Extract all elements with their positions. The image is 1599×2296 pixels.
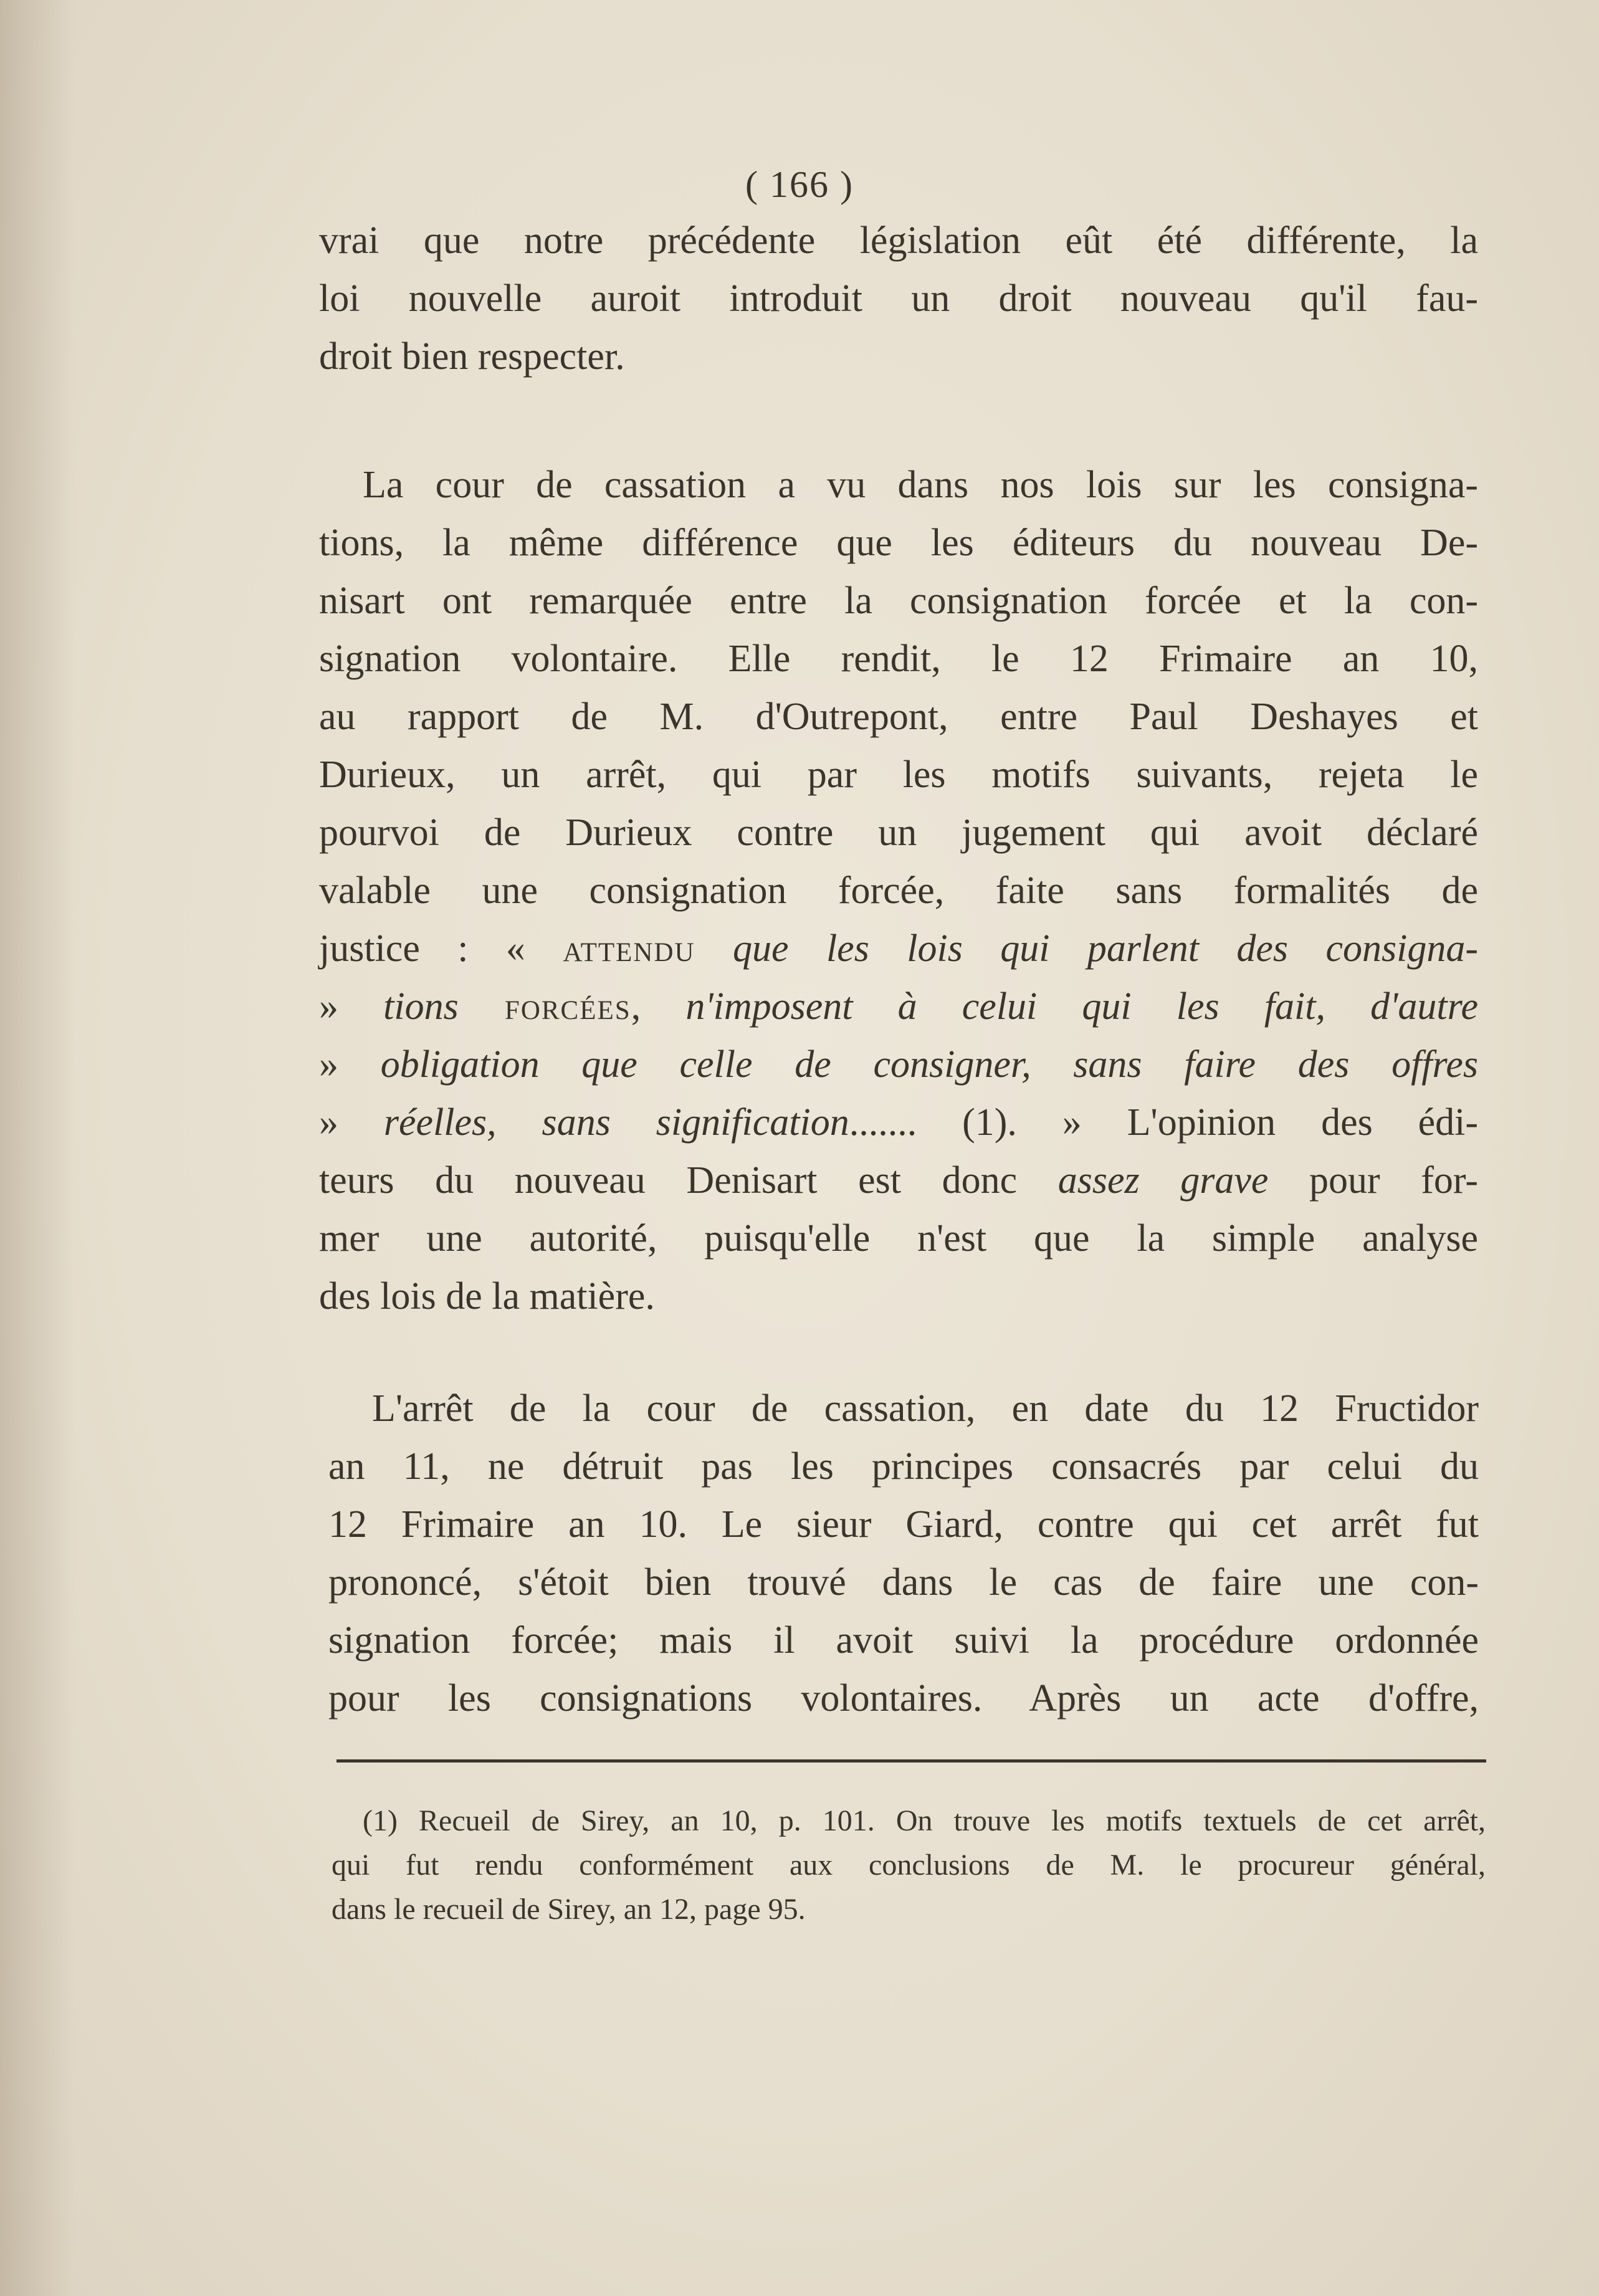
- text-line: L'arrêt de la cour de cassation, en date du 12 Fructidor: [372, 1387, 1479, 1430]
- text-line: au rapport de M. d'Outrepont, entre Paul Deshayes et: [319, 696, 1478, 738]
- text-run: teurs du nouveau Denisart est donc: [319, 1159, 1058, 1202]
- text-run: »: [319, 1101, 384, 1144]
- text-run-small-caps: forcées: [458, 985, 631, 1028]
- text-run-italic: réelles, sans signification: [383, 1101, 849, 1144]
- text-line: signation volontaire. Elle rendit, le 12 Frimaire an 10,: [319, 638, 1478, 680]
- text-line: Durieux, un arrêt, qui par les motifs suivants, rejeta le: [319, 753, 1478, 796]
- text-line: pourvoi de Durieux contre un jugement qui avoit déclaré: [319, 811, 1478, 854]
- text-line-quote: [319, 978, 1478, 1036]
- footnote-line: qui fut rendu conformément aux conclusions de M. le procureur général,: [332, 1849, 1486, 1882]
- text-line: pour les consignations volontaires. Après un acte d'offre,: [328, 1677, 1479, 1720]
- text-run-italic: obligation que celle de consigner, sans faire des offres: [380, 1043, 1479, 1086]
- text-line: loi nouvelle auroit introduit un droit nouveau qu'il fau-: [319, 277, 1478, 320]
- spine-shadow: [0, 0, 75, 2296]
- text-run: ,: [631, 985, 686, 1028]
- text-run-italic: n'imposent à celui qui les fait, d'autre: [685, 985, 1478, 1028]
- text-run: »: [319, 1043, 381, 1086]
- text-run: justice : «: [319, 927, 563, 970]
- paragraph-3: [328, 1380, 1479, 1728]
- text-run-small-caps: attendu: [563, 927, 695, 970]
- text-line-quote-start: [319, 920, 1478, 978]
- text-line: droit bien respecter.: [319, 335, 625, 378]
- text-line-quote-end: [319, 1094, 1478, 1152]
- text-line: 12 Frimaire an 10. Le sieur Giard, contre qui cet arrêt fut: [328, 1503, 1479, 1546]
- paragraph-1: [319, 212, 1478, 386]
- text-line: vrai que notre précédente législation eût été différente, la: [319, 219, 1478, 262]
- text-line: tions, la même différence que les éditeurs du nouveau De-: [319, 522, 1478, 564]
- text-line: an 11, ne détruit pas les principes consacrés par celui du: [328, 1445, 1479, 1488]
- text-run: pour for-: [1268, 1159, 1478, 1202]
- text-run-italic: que les lois qui parlent des consigna-: [695, 927, 1478, 970]
- text-line: valable une consignation forcée, faite sans formalités de: [319, 869, 1478, 912]
- footnote-separator-rule: [337, 1759, 1486, 1763]
- text-line: prononcé, s'étoit bien trouvé dans le cas de faire une con-: [328, 1561, 1479, 1604]
- text-run-italic: assez grave: [1057, 1159, 1269, 1202]
- text-run: ....... (1). » L'opinion des édi-: [849, 1101, 1479, 1144]
- footnote: [332, 1799, 1486, 1931]
- footnote-line: dans le recueil de Sirey, an 12, page 95.: [332, 1893, 806, 1926]
- text-line: mer une autorité, puisqu'elle n'est que la simple analyse: [319, 1217, 1478, 1260]
- text-line-quote: [319, 1036, 1478, 1094]
- paragraph-2: [319, 456, 1478, 1326]
- text-run-italic: tions: [383, 985, 459, 1028]
- text-line: nisart ont remarquée entre la consignation forcée et la con-: [319, 580, 1478, 622]
- text-line: [319, 1152, 1478, 1210]
- text-line: La cour de cassation a vu dans nos lois sur les consigna-: [363, 464, 1478, 506]
- text-line: signation forcée; mais il avoit suivi la procédure ordonnée: [328, 1619, 1479, 1662]
- footnote-line: (1) Recueil de Sirey, an 10, p. 101. On trouve les motifs textuels de cet arrêt,: [363, 1804, 1486, 1837]
- text-line: des lois de la matière.: [319, 1275, 655, 1318]
- page-number: ( 166 ): [745, 164, 854, 205]
- text-run: »: [319, 985, 384, 1028]
